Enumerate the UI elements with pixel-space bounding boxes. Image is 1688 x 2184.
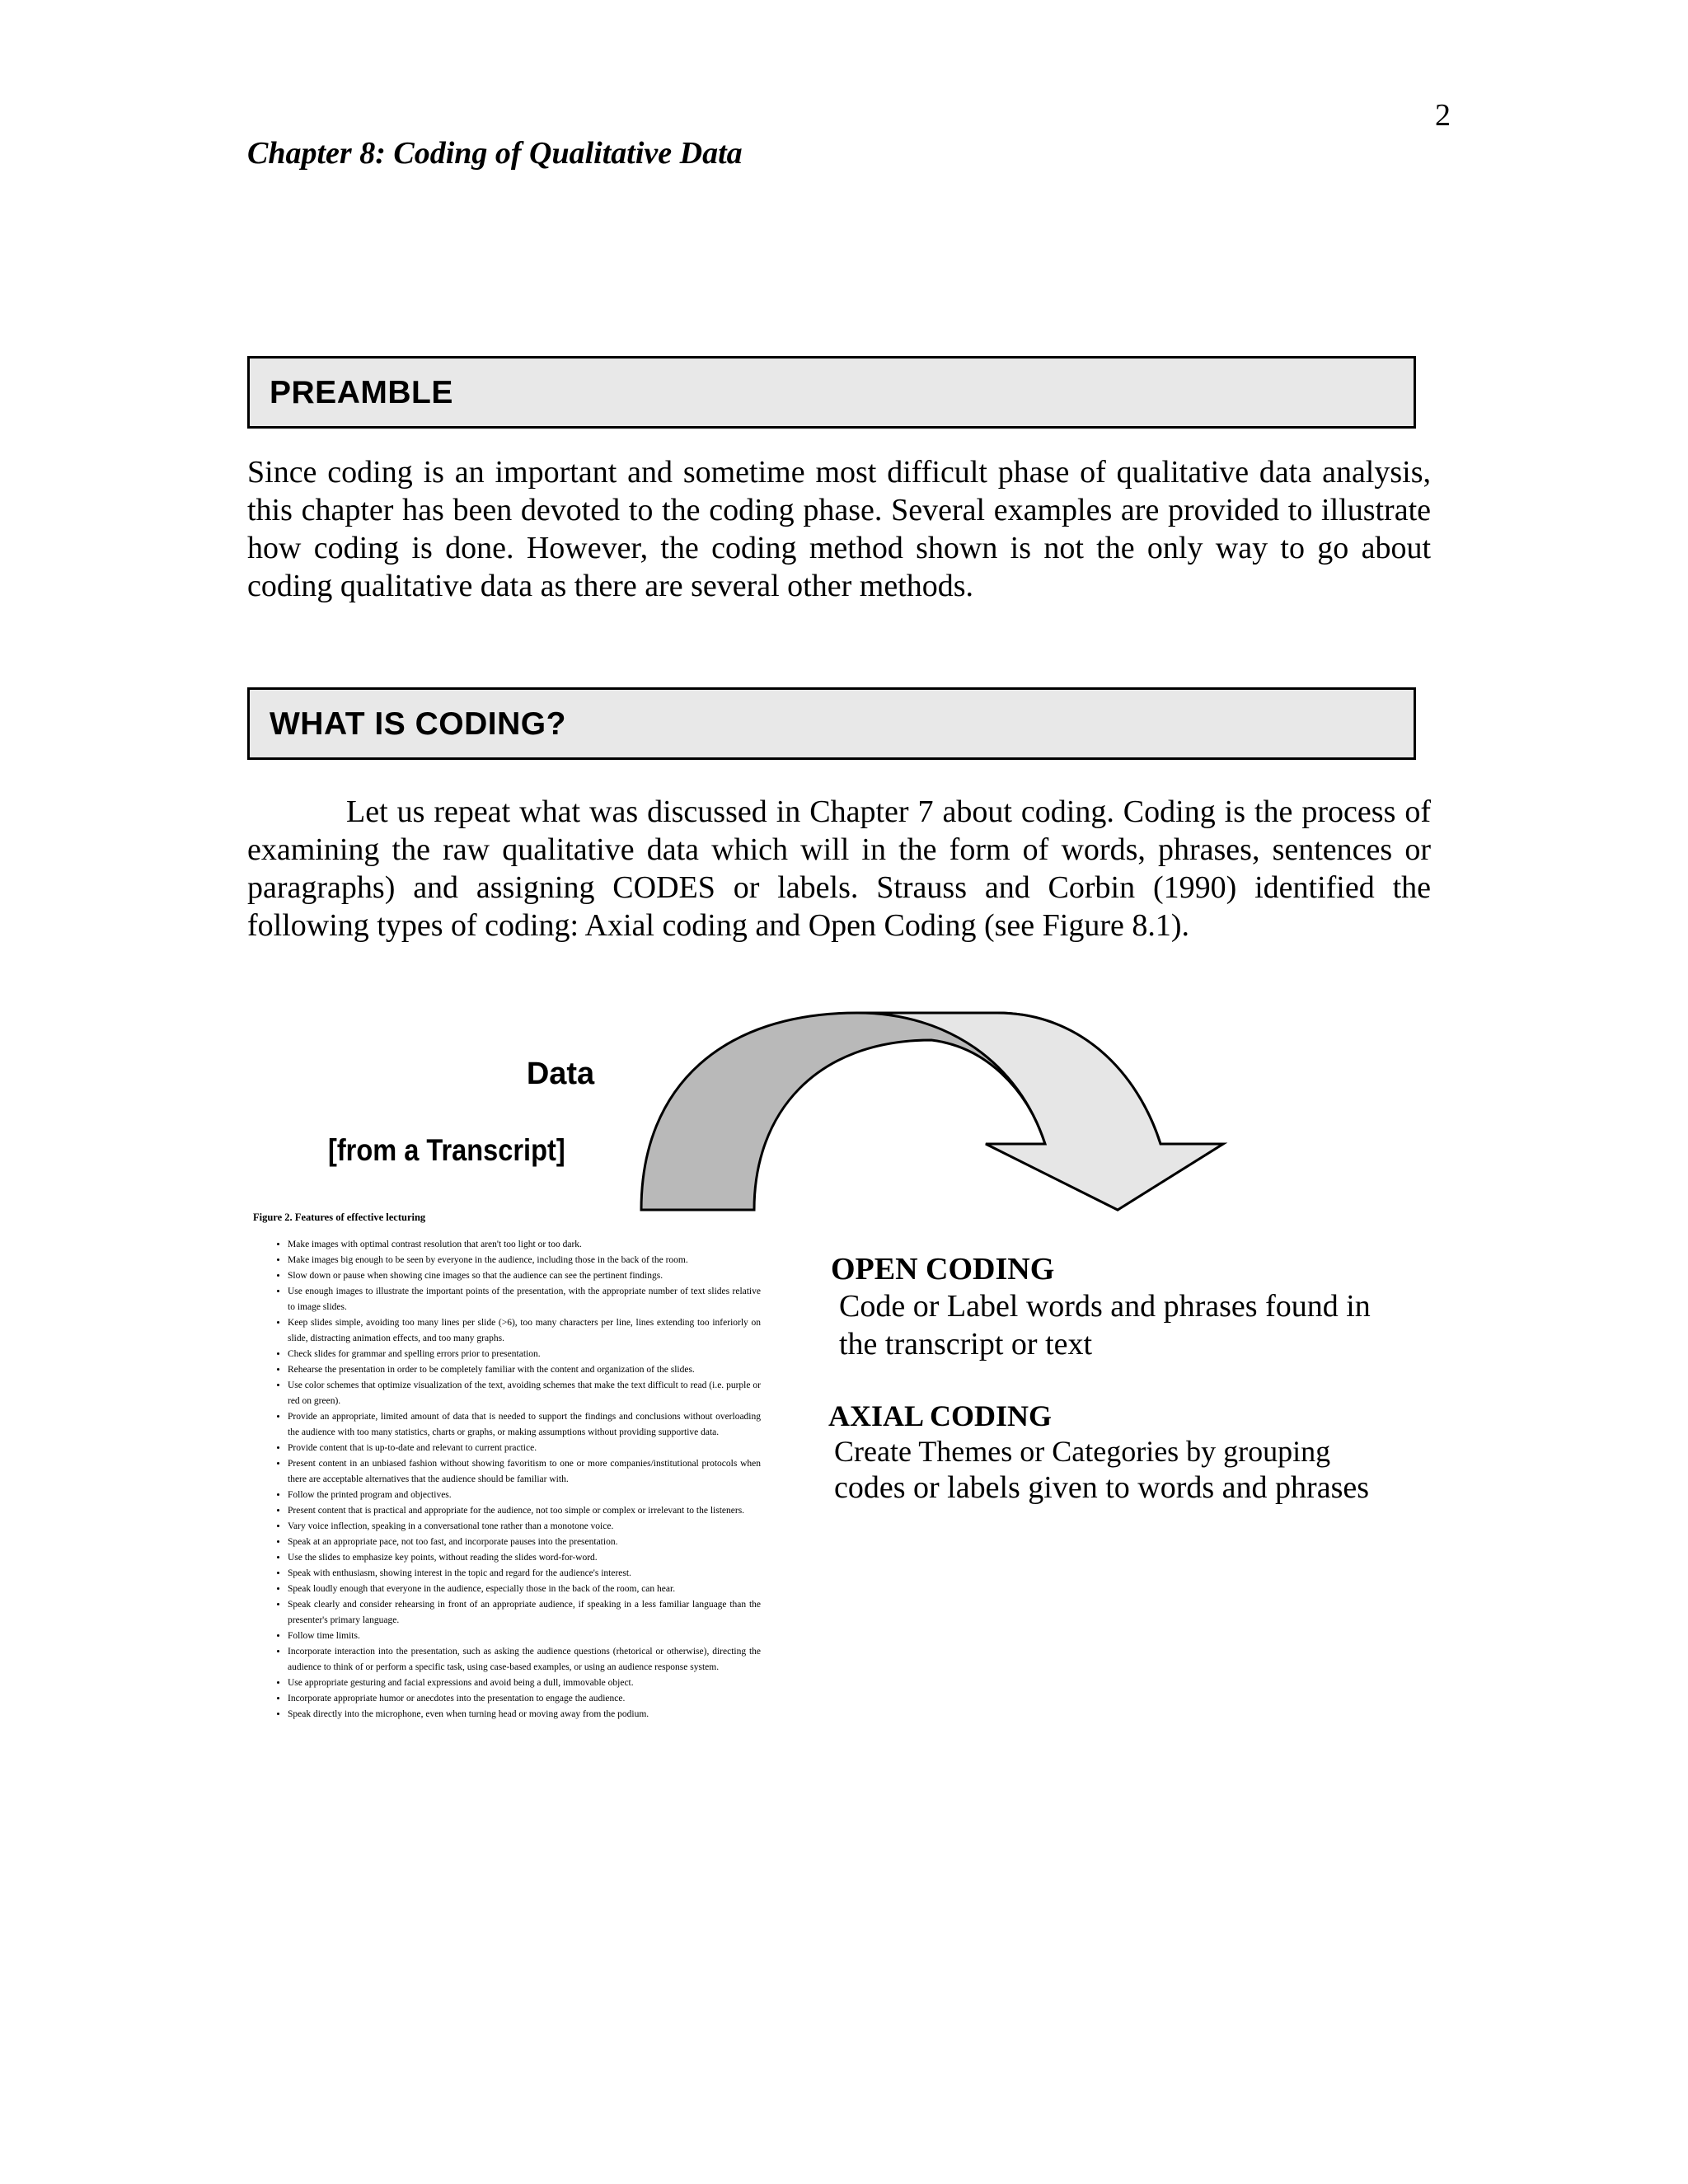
- excerpt-item: • Provide content that is up-to-date and relevant to current practice.: [288, 1441, 761, 1456]
- excerpt-item: • Speak directly into the microphone, even when turning head or moving away from the podium.: [288, 1707, 761, 1722]
- excerpt-item: • Speak loudly enough that everyone in the audience, especially those in the back of the room, can hear.: [288, 1582, 761, 1597]
- excerpt-item: • Use enough images to illustrate the important points of the presentation, with the appropriate number of text slides relative to image slides.: [288, 1284, 761, 1315]
- what-is-coding-paragraph: Let us repeat what was discussed in Chapter 7 about coding. Coding is the process of examining the raw qualitative data which will in the form of words, phrases, sentences or paragraphs) and assigning CODES or labels. Strauss and Corbin (1990) identified the following types of coding: Axial coding and Open Coding (see Figure 8.1).: [247, 794, 1431, 943]
- excerpt-item: • Present content in an unbiased fashion without showing favoritism to one or more companies/institutional protocols when there are acceptable alternatives that the audience should be familiar with.: [288, 1456, 761, 1488]
- curved-arrow-front: [857, 1013, 1223, 1210]
- excerpt-item: • Incorporate interaction into the presentation, such as asking the audience questions (rhetorical or otherwise), directing the audience to think of or perform a specific task, using case-based examples, or using an audience response system.: [288, 1644, 761, 1675]
- preamble-heading: PREAMBLE: [270, 375, 453, 410]
- excerpt-item: • Slow down or pause when showing cine images so that the audience can see the pertinent findings.: [288, 1268, 761, 1284]
- open-coding-heading: OPEN CODING: [831, 1252, 1055, 1286]
- excerpt-item: • Speak with enthusiasm, showing interest in the topic and regard for the audience's interest.: [288, 1566, 761, 1582]
- excerpt-item: • Rehearse the presentation in order to be completely familiar with the content and organization of the slides.: [288, 1362, 761, 1378]
- excerpt-item: • Speak at an appropriate pace, not too fast, and incorporate pauses into the presentation.: [288, 1535, 761, 1550]
- excerpt-item: • Incorporate appropriate humor or anecdotes into the presentation to engage the audience.: [288, 1691, 761, 1707]
- excerpt-item: • Follow the printed program and objectives.: [288, 1488, 761, 1503]
- what-is-coding-heading: WHAT IS CODING?: [270, 706, 566, 742]
- chapter-title: Chapter 8: Coding of Qualitative Data: [247, 136, 743, 171]
- axial-coding-heading: AXIAL CODING: [828, 1399, 1053, 1432]
- excerpt-item: • Make images big enough to be seen by everyone in the audience, including those in the back of the room.: [288, 1253, 761, 1268]
- excerpt-item: • Keep slides simple, avoiding too many lines per slide (>6), too many characters per line, lines extending too inferiorly on slide, distracting animation effects, and too many graphs.: [288, 1315, 761, 1347]
- excerpt-item: • Follow time limits.: [288, 1629, 761, 1644]
- page-number: 2: [1435, 98, 1451, 133]
- excerpt-item: • Vary voice inflection, speaking in a conversational tone rather than a monotone voice.: [288, 1519, 761, 1535]
- transcript-excerpt: [251, 1210, 761, 1722]
- figure-transcript-label: [from a Transcript]: [328, 1133, 565, 1167]
- excerpt-item: • Use color schemes that optimize visualization of the text, avoiding schemes that make the text difficult to read (i.e. purple or red on green).: [288, 1378, 761, 1409]
- excerpt-item: • Provide an appropriate, limited amount of data that is needed to support the findings and conclusions without overloading the audience with too many statistics, charts or graphs, or making assumptions without providing supportive data.: [288, 1409, 761, 1441]
- excerpt-item: • Use appropriate gesturing and facial expressions and avoid being a dull, immovable object.: [288, 1675, 761, 1691]
- excerpt-caption: Figure 2. Features of effective lecturing: [253, 1212, 426, 1223]
- excerpt-item: • Use the slides to emphasize key points, without reading the slides word-for-word.: [288, 1550, 761, 1566]
- excerpt-item: • Check slides for grammar and spelling errors prior to presentation.: [288, 1347, 761, 1362]
- excerpt-item: • Present content that is practical and appropriate for the audience, not too simple or complex or irrelevant to the listeners.: [288, 1503, 761, 1519]
- preamble-paragraph: Since coding is an important and sometime most difficult phase of qualitative data analysis, this chapter has been devoted to the coding phase. Several examples are provided to illustrate how coding is done. However, the coding method shown is not the only way to go about coding qualitative data as there are several other methods.: [247, 455, 1431, 603]
- excerpt-item: • Make images with optimal contrast resolution that aren't too light or too dark.: [288, 1237, 761, 1253]
- excerpt-list: [251, 1237, 761, 1722]
- axial-coding-line-1: Create Themes or Categories by grouping: [834, 1435, 1331, 1468]
- axial-coding-line-2: codes or labels given to words and phrases: [834, 1470, 1370, 1505]
- figure-data-label: Data: [526, 1057, 595, 1091]
- open-coding-line-2: the transcript or text: [839, 1327, 1093, 1361]
- open-coding-line-1: Code or Label words and phrases found in: [839, 1289, 1371, 1324]
- excerpt-item: • Speak clearly and consider rehearsing in front of an appropriate audience, if speaking in a less familiar language than the presenter's primary language.: [288, 1597, 761, 1629]
